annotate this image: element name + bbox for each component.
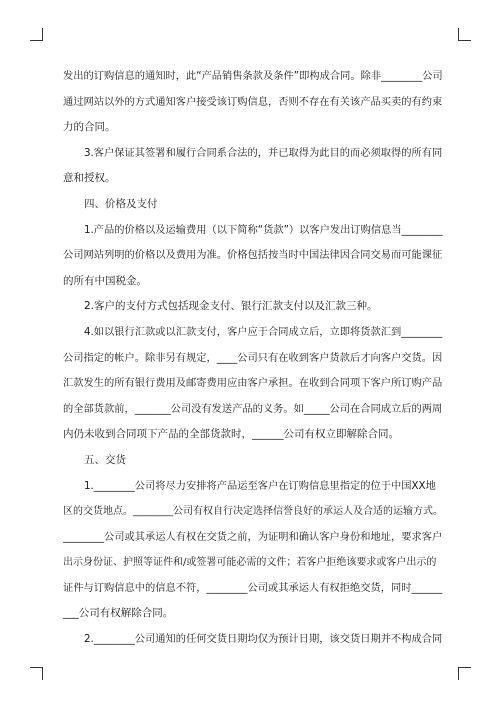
text-line: 的全部货款前，_______公司没有发送产品的义务。如_____公司在合同成立后的两周	[63, 402, 443, 415]
section-heading: 五、交货	[84, 453, 126, 466]
text-line: 证件与订购信息中的信息不符，________公司或其承运人有权拒绝交货，同时______	[63, 581, 443, 594]
text-line: 内仍未收到合同项下产品的全部货款时，______公司有权立即解除合同。	[63, 428, 399, 441]
crop-mark-bottom-left	[30, 667, 43, 680]
text-line: ___公司有权解除合同。	[63, 607, 174, 620]
text-line: 意和授权。	[63, 172, 116, 185]
text-line: 公司指定的帐户。除非另有规定，____公司只有在收到客户货款后才向客户交货。因	[63, 351, 443, 364]
text-line: 3.客户保证其签署和履行合同系合法的，并已取得为此目的而必须取得的所有同	[84, 146, 443, 159]
crop-mark-top-right	[458, 28, 471, 41]
text-line: 出示身份证、护照等证件和/或签署可能必需的文件；若客户拒绝该要求或客户出示的	[63, 557, 437, 569]
text-line: 1.________公司将尽力安排将产品运至客户在订购信息里指定的位于中国XX地	[84, 479, 436, 492]
text-line: 发出的订购信息的通知时，此“产品销售条款及条件”即构成合同。除非________公司	[63, 70, 443, 82]
section-heading: 四、价格及支付	[84, 197, 158, 210]
document-page	[63, 64, 443, 653]
text-line: 区的交货地点。________公司有权自行决定选择信誉良好的承运人及合适的运输方式。	[63, 506, 443, 518]
text-line: 汇款发生的所有银行费用及邮寄费用应由客户承担。在收到合同项下客户所订购产品	[63, 377, 443, 390]
text-line: 4.如以银行汇款或以汇款支付，客户应于合同成立后，立即将货款汇到________	[84, 325, 443, 338]
text-line: 公司网站列明的价格以及费用为准。价格包括按当时中国法律因合同交易而可能课征	[63, 249, 443, 262]
text-line: 2.客户的支付方式包括现金支付、银行汇款支付以及汇款三种。	[84, 300, 378, 313]
text-line: 力的合同。	[63, 121, 116, 134]
crop-mark-bottom-right	[458, 667, 471, 680]
text-line: ________公司或其承运人有权在交货之前，为证明和确认客户身份和地址，要求客户	[63, 530, 443, 543]
text-line: 2.________公司通知的任何交货日期均仅为预计日期，该交货日期并不构成合同	[84, 633, 443, 646]
crop-mark-top-left	[30, 28, 43, 41]
text-line: 通过网站以外的方式通知客户接受该订购信息，否则不存在有关该产品买卖的有约束	[63, 95, 443, 108]
text-line: 的所有中国税金。	[63, 274, 147, 287]
text-line: 1.产品的价格以及运输费用（以下简称“货款”）以客户发出订购信息当________	[84, 223, 443, 236]
